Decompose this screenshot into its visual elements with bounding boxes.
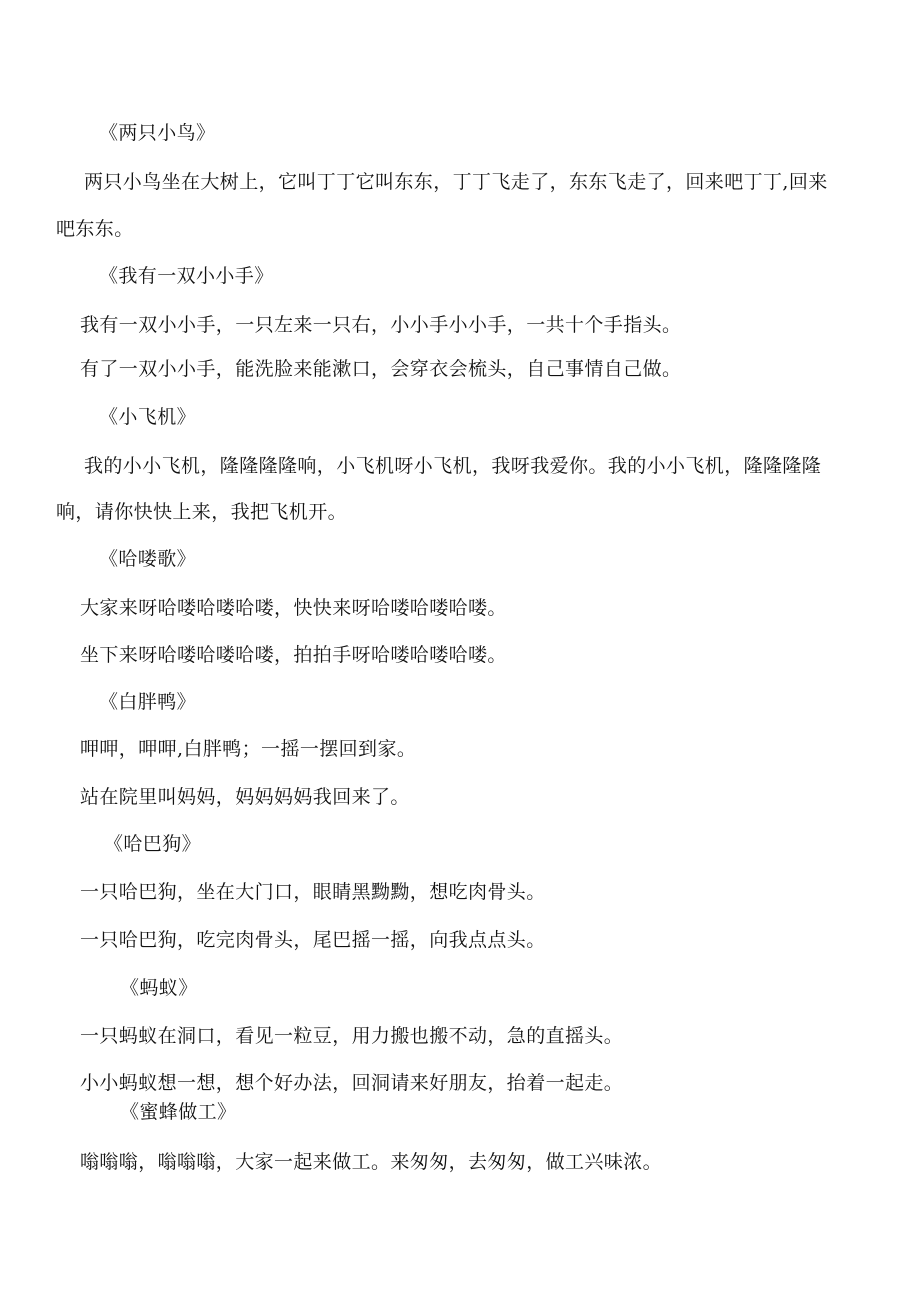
song-line: 小小蚂蚁想一想，想个好办法，回洞请来好朋友，抬着一起走。 [80,1072,624,1094]
song-line: 嗡嗡嗡，嗡嗡嗡，大家一起来做工。来匆匆，去匆匆，做工兴味浓。 [80,1151,663,1173]
song-line: 我的小小飞机，隆隆隆隆响，小飞机呀小飞机，我呀我爱你。我的小小飞机，隆隆隆隆 [84,455,822,477]
song-line: 一只哈巴狗，坐在大门口，眼睛黑黝黝，想吃肉骨头。 [80,881,546,903]
song-title: 《哈喽歌》 [99,548,197,570]
song-line: 一只蚂蚁在洞口，看见一粒豆，用力搬也搬不动，急的直摇头。 [80,1025,624,1047]
song-line: 站在院里叫妈妈，妈妈妈妈我回来了。 [80,786,410,808]
song-title: 《蜜蜂做工》 [120,1101,237,1123]
song-line: 坐下来呀哈喽哈喽哈喽，拍拍手呀哈喽哈喽哈喽。 [80,644,507,666]
song-line: 吧东东。 [56,218,134,240]
song-title: 《白胖鸭》 [99,691,197,713]
song-line: 有了一双小小手，能洗脸来能漱口，会穿衣会梳头，自己事情自己做。 [80,358,682,380]
song-title: 《哈巴狗》 [104,833,202,855]
song-line: 呷呷，呷呷,白胖鸭；一摇一摆回到家。 [80,738,417,760]
song-title: 《小飞机》 [99,406,197,428]
song-line: 一只哈巴狗，吃完肉骨头，尾巴摇一摇，向我点点头。 [80,929,546,951]
song-title: 《蚂蚁》 [120,977,198,999]
song-title: 《我有一双小小手》 [99,265,274,287]
song-line: 两只小鸟坐在大树上，它叫丁丁它叫东东，丁丁飞走了，东东飞走了，回来吧丁丁,回来 [84,171,828,193]
song-line: 响，请你快快上来，我把飞机开。 [56,501,348,523]
song-line: 我有一双小小手，一只左来一只右，小小手小小手，一共十个手指头。 [80,314,682,336]
song-title: 《两只小鸟》 [99,122,216,144]
song-line: 大家来呀哈喽哈喽哈喽，快快来呀哈喽哈喽哈喽。 [80,597,507,619]
